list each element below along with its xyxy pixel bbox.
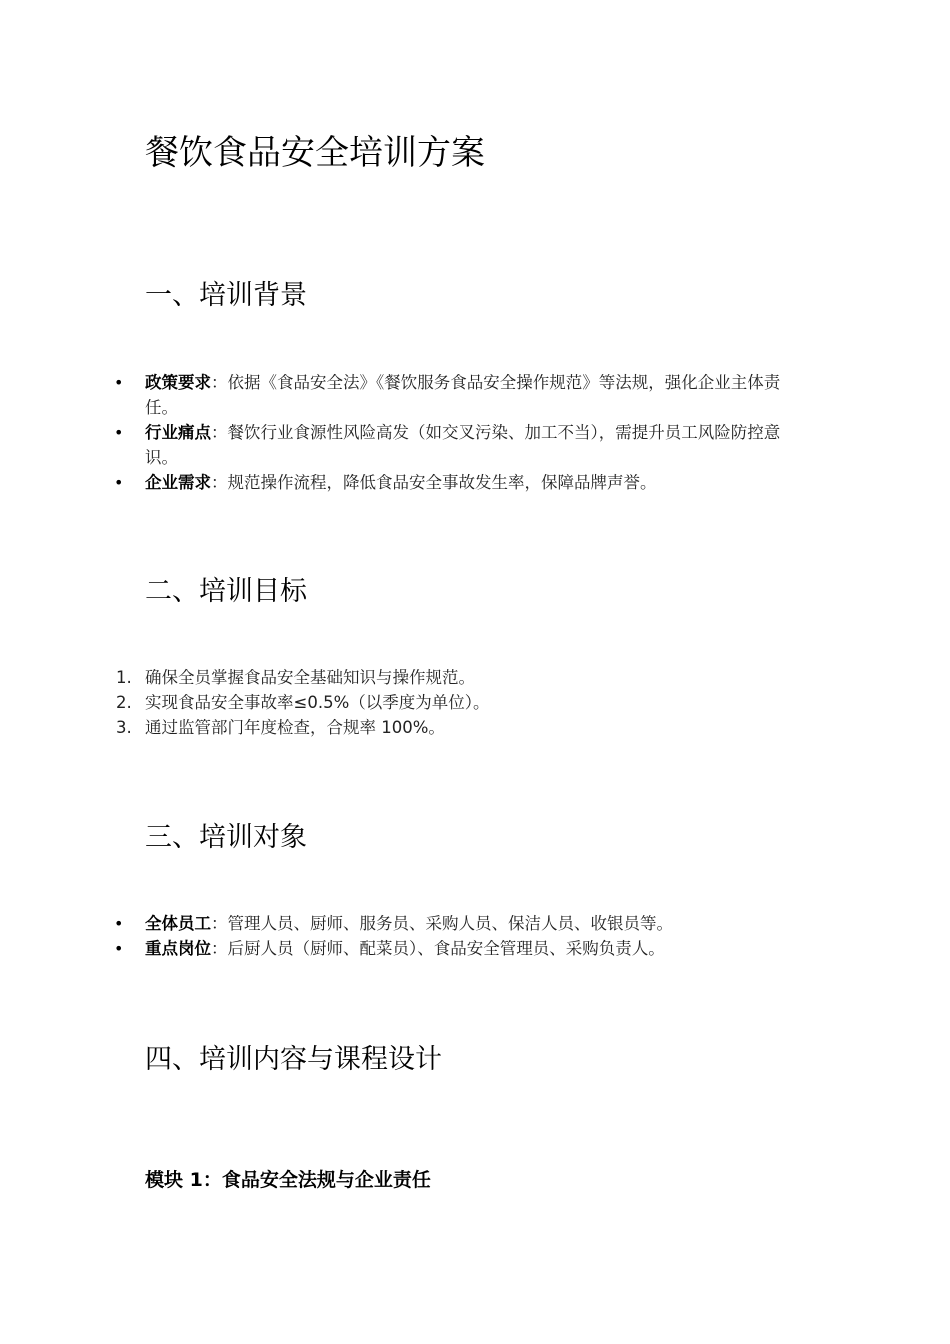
- list-item-term: 重点岗位: [145, 939, 211, 958]
- list-item-text: ：依据《食品安全法》《餐饮服务食品安全操作规范》等法规，强化企业主体责任。: [145, 373, 781, 417]
- list-item: [114, 936, 805, 961]
- document-title: 餐饮食品安全培训方案: [145, 133, 485, 173]
- section-heading-background: 一、培训背景: [145, 280, 307, 311]
- list-item: [116, 715, 805, 740]
- list-item: [114, 911, 805, 936]
- list-item-text: 实现食品安全事故率≤0.5%（以季度为单位）。: [145, 693, 490, 712]
- list-item-term: 政策要求: [145, 373, 211, 392]
- section-heading-curriculum: 四、培训内容与课程设计: [145, 1044, 442, 1075]
- goals-list: [116, 665, 805, 740]
- module-heading: 模块 1：食品安全法规与企业责任: [145, 1169, 431, 1191]
- list-item-text: ：后厨人员（厨师、配菜员）、食品安全管理员、采购负责人。: [211, 939, 665, 958]
- list-item-text: ：规范操作流程，降低食品安全事故发生率，保障品牌声誉。: [211, 473, 657, 492]
- list-item: [114, 420, 805, 470]
- list-item-term: 行业痛点: [145, 423, 211, 442]
- list-item-term: 全体员工: [145, 914, 211, 933]
- bullet-icon: •: [114, 473, 124, 492]
- audience-list: [114, 911, 805, 961]
- list-item-text: 通过监管部门年度检查，合规率 100%。: [145, 718, 445, 737]
- bullet-icon: •: [114, 423, 124, 442]
- list-item-number: 1.: [116, 668, 132, 687]
- list-item: [114, 370, 805, 420]
- list-item-text: 确保全员掌握食品安全基础知识与操作规范。: [145, 668, 475, 687]
- bullet-icon: •: [114, 939, 124, 958]
- background-list: [114, 370, 805, 495]
- list-item-number: 2.: [116, 693, 132, 712]
- list-item-term: 企业需求: [145, 473, 211, 492]
- list-item-text: ：管理人员、厨师、服务员、采购人员、保洁人员、收银员等。: [211, 914, 673, 933]
- list-item-text: ：餐饮行业食源性风险高发（如交叉污染、加工不当），需提升员工风险防控意识。: [145, 423, 781, 467]
- bullet-icon: •: [114, 914, 124, 933]
- list-item: [116, 690, 805, 715]
- list-item-number: 3.: [116, 718, 132, 737]
- section-heading-audience: 三、培训对象: [145, 822, 307, 853]
- bullet-icon: •: [114, 373, 124, 392]
- section-heading-goals: 二、培训目标: [145, 576, 307, 607]
- list-item: [116, 665, 805, 690]
- list-item: [114, 470, 805, 495]
